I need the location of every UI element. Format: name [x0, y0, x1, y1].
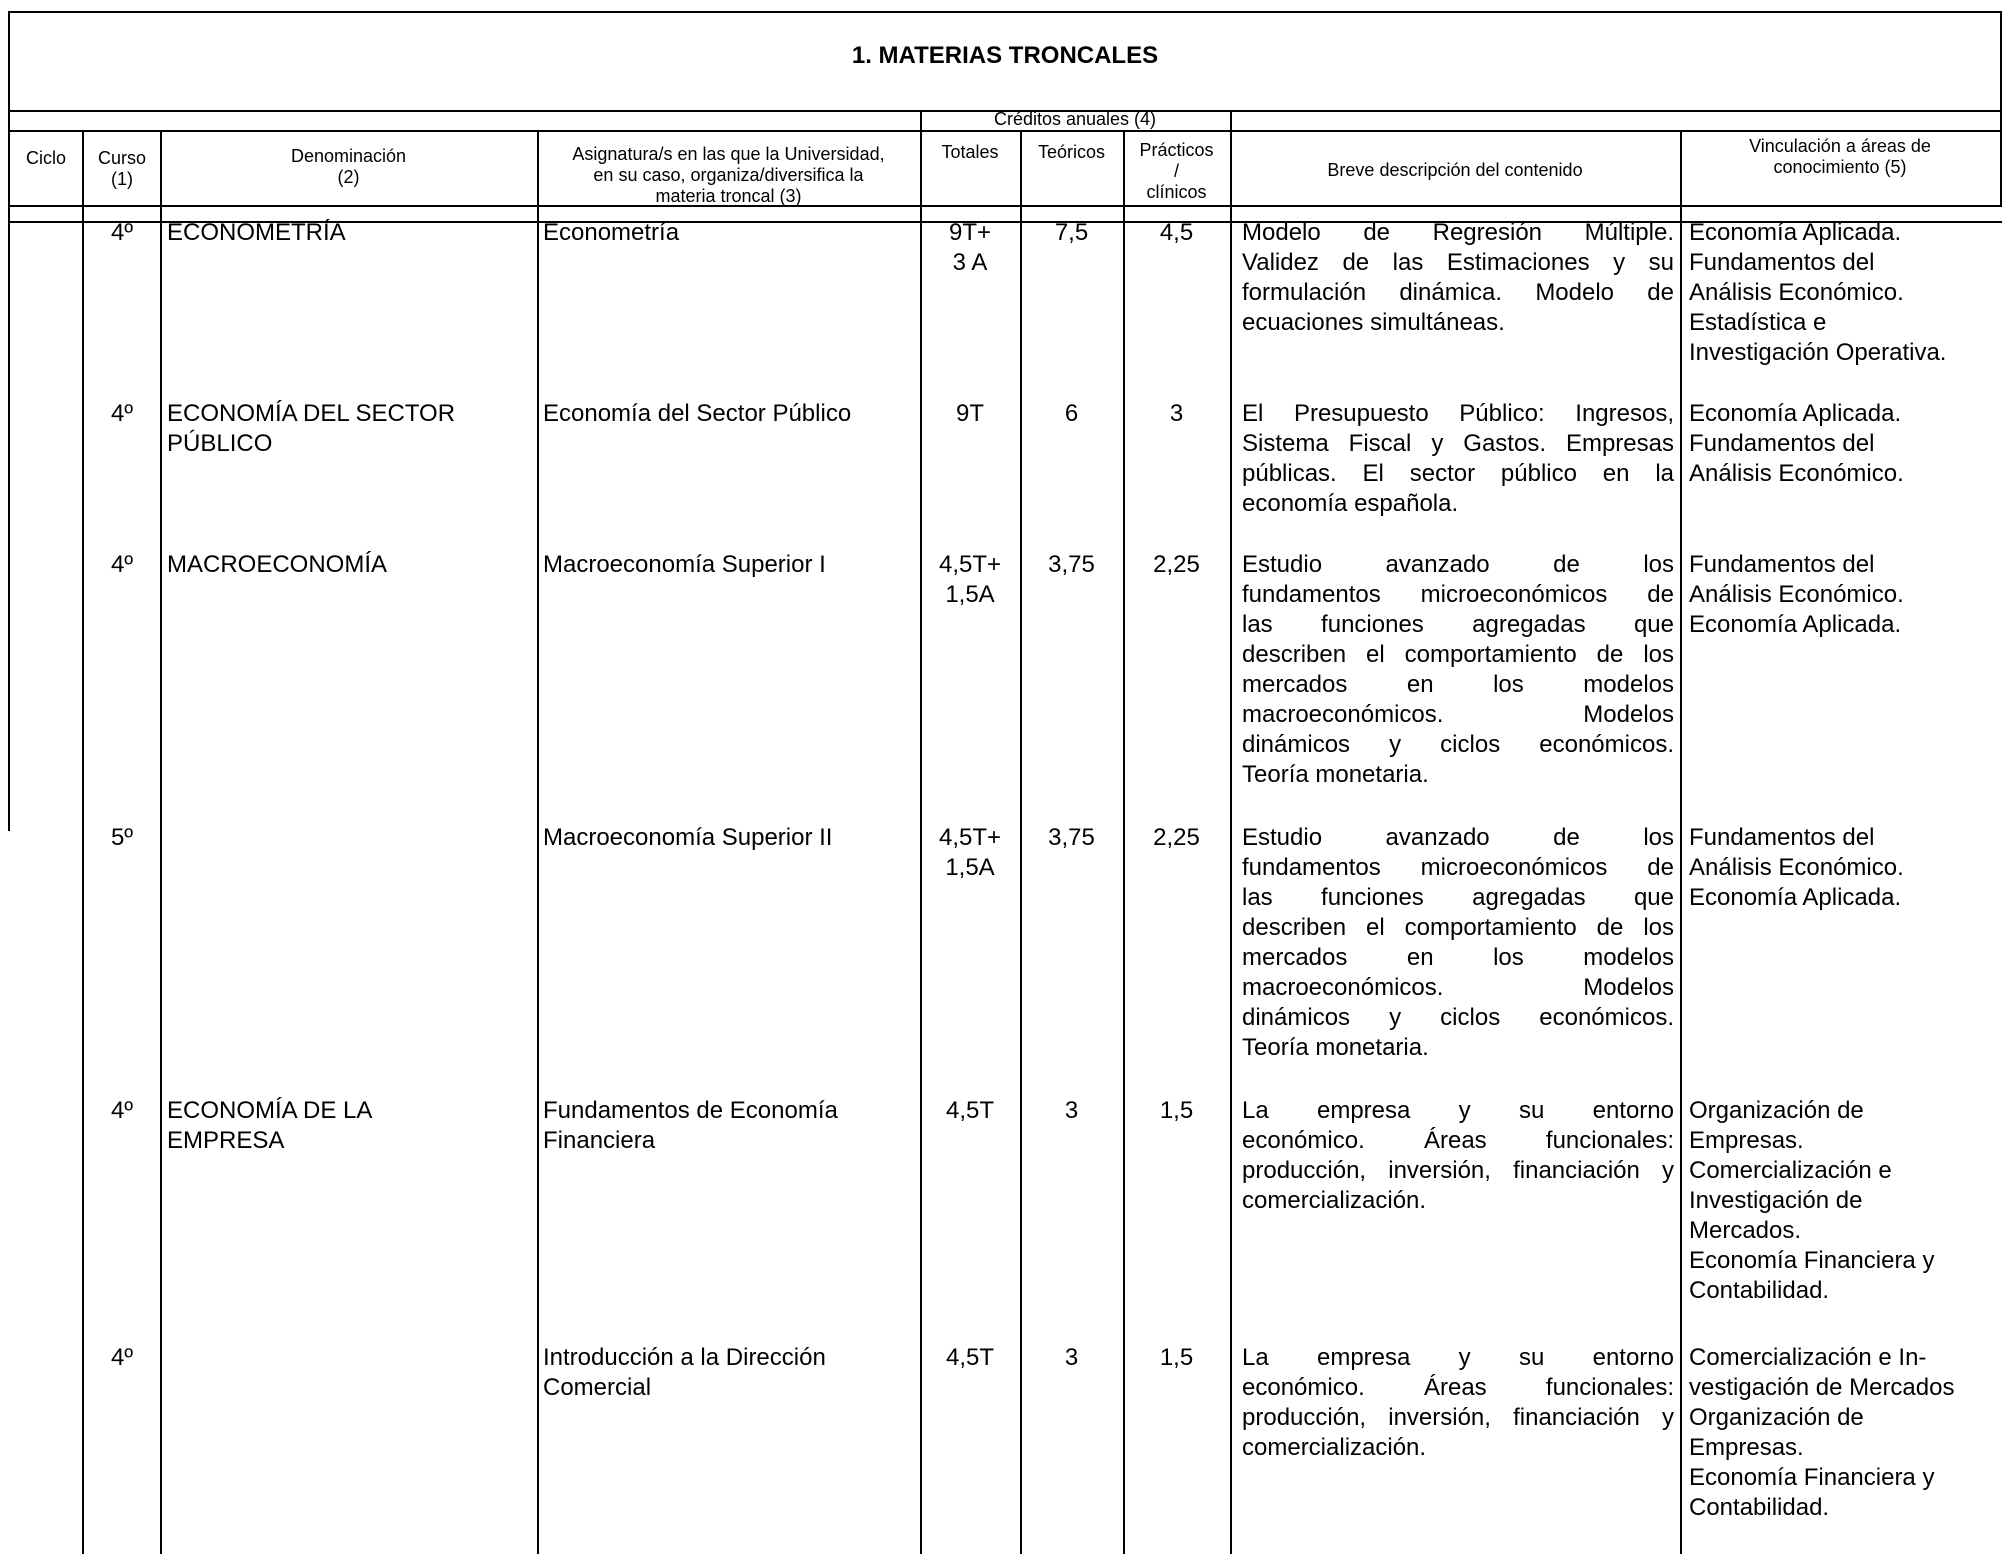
description-line: macroeconómicos. Modelos: [1242, 701, 1674, 728]
table-left-border: [8, 11, 10, 831]
description-line: fundamentos microeconómicos de: [1242, 854, 1674, 881]
cell-totales: 4,5T+ 1,5A: [938, 824, 1002, 881]
description-line: fundamentos microeconómicos de: [1242, 581, 1674, 608]
cell-totales: 9T: [955, 400, 984, 427]
cell-asignatura: Fundamentos de Economía Financiera: [543, 1097, 838, 1154]
cell-teoricos: 7,5: [1054, 219, 1089, 246]
cell-asignatura: Economía del Sector Público: [543, 400, 852, 427]
cell-denominacion: ECONOMETRÍA: [167, 219, 346, 246]
header-vinculacion: Vinculación a áreas de conocimiento (5): [1749, 136, 1931, 177]
cell-teoricos: 3: [1064, 1344, 1079, 1371]
description-line: Validez de las Estimaciones y su: [1242, 249, 1674, 276]
description-line: Sistema Fiscal y Gastos. Empresas: [1242, 430, 1674, 457]
cell-practicos: 2,25: [1153, 824, 1200, 851]
col-sep-denominacion: [537, 130, 539, 1554]
cell-descripcion: [1242, 218, 1674, 338]
cell-totales: 4,5T+ 1,5A: [938, 551, 1002, 608]
cell-practicos: 2,25: [1153, 551, 1200, 578]
cell-denominacion: ECONOMÍA DE LA EMPRESA: [167, 1097, 373, 1154]
col-sep-descripcion: [1680, 130, 1682, 1554]
description-line: las funciones agregadas que: [1242, 884, 1674, 911]
cell-vinculacion: Economía Aplicada. Fundamentos del Análisis Económico. Estadística e Investigación Operativa.: [1689, 219, 1947, 366]
cell-teoricos: 3: [1064, 1097, 1079, 1124]
cell-vinculacion: Fundamentos del Análisis Económico. Economía Aplicada.: [1689, 824, 1904, 911]
header-totales: Totales: [941, 142, 999, 162]
cell-vinculacion: Organización de Empresas. Comercialización e Investigación de Mercados. Economía Financiera y Contabilidad.: [1689, 1097, 1935, 1304]
header-descripcion: Breve descripción del contenido: [1327, 160, 1583, 180]
cell-asignatura: Econometría: [543, 219, 680, 246]
cell-curso: 4º: [110, 1097, 134, 1124]
cell-curso: 5º: [110, 824, 134, 851]
description-line: mercados en los modelos: [1242, 944, 1674, 971]
description-line: económico. Áreas funcionales:: [1242, 1374, 1674, 1401]
cell-curso: 4º: [110, 1344, 134, 1371]
cell-teoricos: 3,75: [1048, 824, 1095, 851]
cell-vinculacion: Comercialización e In- vestigación de Mercados Organización de Empresas. Economía Financiera y Contabilidad.: [1689, 1344, 1955, 1521]
description-line: economía española.: [1242, 490, 1459, 517]
header-bottom-rule: [8, 205, 2002, 207]
credits-header-rule: [8, 130, 2002, 132]
cell-practicos: 1,5: [1159, 1344, 1194, 1371]
cell-vinculacion: Fundamentos del Análisis Económico. Economía Aplicada.: [1689, 551, 1904, 638]
cell-vinculacion: Economía Aplicada. Fundamentos del Análisis Económico.: [1689, 400, 1904, 487]
cell-practicos: 3: [1169, 400, 1184, 427]
cell-practicos: 4,5: [1159, 219, 1194, 246]
cell-totales: 4,5T: [945, 1097, 995, 1124]
cell-practicos: 1,5: [1159, 1097, 1194, 1124]
description-line: describen el comportamiento de los: [1242, 641, 1674, 668]
description-line: comercialización.: [1242, 1434, 1427, 1461]
description-line: describen el comportamiento de los: [1242, 914, 1674, 941]
cell-totales: 4,5T: [945, 1344, 995, 1371]
description-line: comercialización.: [1242, 1187, 1427, 1214]
cell-descripcion: [1242, 823, 1674, 1063]
table-top-border: [8, 11, 2002, 13]
header-denominacion: Denominación (2): [290, 146, 407, 187]
description-line: Estudio avanzado de los: [1242, 551, 1674, 578]
description-line: La empresa y su entorno: [1242, 1097, 1674, 1124]
description-line: Teoría monetaria.: [1242, 761, 1429, 788]
cell-asignatura: Introducción a la Dirección Comercial: [543, 1344, 826, 1401]
cell-descripcion: [1242, 550, 1674, 790]
description-line: producción, inversión, financiación y: [1242, 1404, 1674, 1431]
header-practicos: Prácticos / clínicos: [1139, 140, 1214, 202]
header-curso: Curso (1): [97, 148, 146, 189]
cell-denominacion: MACROECONOMÍA: [167, 551, 388, 578]
cell-teoricos: 6: [1064, 400, 1079, 427]
cell-descripcion: [1242, 1343, 1674, 1463]
page-title: 1. MATERIAS TRONCALES: [851, 42, 1159, 69]
header-ciclo: Ciclo: [25, 148, 66, 168]
table-right-border: [2000, 11, 2002, 207]
cell-descripcion: [1242, 1096, 1674, 1216]
description-line: La empresa y su entorno: [1242, 1344, 1674, 1371]
description-line: dinámicos y ciclos económicos.: [1242, 731, 1674, 758]
description-line: El Presupuesto Público: Ingresos,: [1242, 400, 1674, 427]
description-line: económico. Áreas funcionales:: [1242, 1127, 1674, 1154]
description-line: Teoría monetaria.: [1242, 1034, 1429, 1061]
description-line: producción, inversión, financiación y: [1242, 1157, 1674, 1184]
cell-totales: 9T+ 3 A: [948, 219, 992, 276]
description-line: formulación dinámica. Modelo de: [1242, 279, 1674, 306]
description-line: públicas. El sector público en la: [1242, 460, 1674, 487]
cell-curso: 4º: [110, 219, 134, 246]
cell-teoricos: 3,75: [1048, 551, 1095, 578]
description-line: mercados en los modelos: [1242, 671, 1674, 698]
description-line: Estudio avanzado de los: [1242, 824, 1674, 851]
description-line: macroeconómicos. Modelos: [1242, 974, 1674, 1001]
description-line: dinámicos y ciclos económicos.: [1242, 1004, 1674, 1031]
description-line: las funciones agregadas que: [1242, 611, 1674, 638]
cell-asignatura: Macroeconomía Superior II: [543, 824, 833, 851]
cell-asignatura: Macroeconomía Superior I: [543, 551, 826, 578]
cell-curso: 4º: [110, 551, 134, 578]
header-teoricos: Teóricos: [1037, 142, 1106, 162]
cell-denominacion: ECONOMÍA DEL SECTOR PÚBLICO: [167, 400, 456, 457]
col-sep-practicos: [1230, 110, 1232, 1554]
cell-descripcion: [1242, 399, 1674, 519]
header-asignatura: Asignatura/s en las que la Universidad, en su caso, organiza/diversifica la materia troncal (3): [572, 144, 885, 206]
header-creditos-anuales: Créditos anuales (4): [993, 109, 1157, 129]
description-line: ecuaciones simultáneas.: [1242, 309, 1505, 336]
cell-curso: 4º: [110, 400, 134, 427]
description-line: Modelo de Regresión Múltiple.: [1242, 219, 1674, 246]
